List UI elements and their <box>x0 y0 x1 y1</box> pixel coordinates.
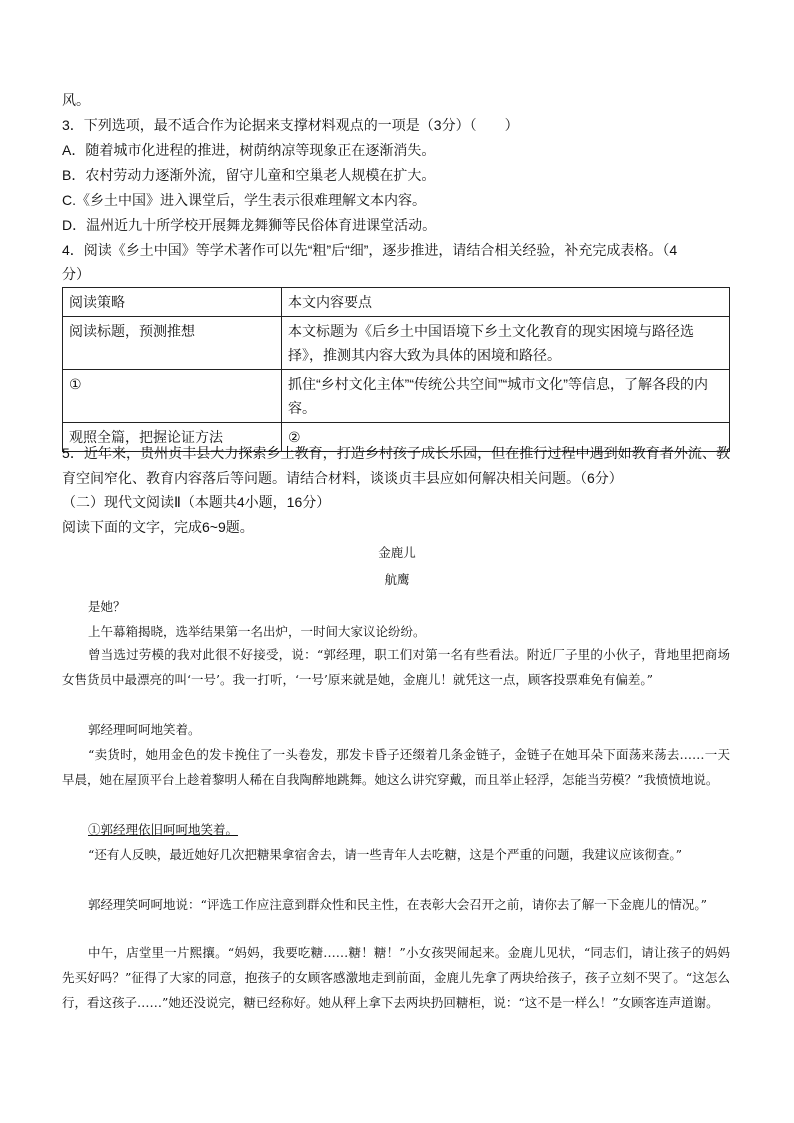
story-paragraph: “还有人反映，最近她好几次把糖果拿宿舍去，请一些青年人去吃糖，这是个严重的问题，我建议应该彻查。” <box>88 847 683 862</box>
table-cell: ② <box>282 423 730 452</box>
table-header-cell: 阅读策略 <box>63 288 282 317</box>
option-c: C.《乡土中国》进入课堂后，学生表示很难理解文本内容。 <box>62 192 426 208</box>
story-paragraph: 郭经理笑呵呵地说：“评选工作应注意到群众性和民主性，在表彰大会召开之前，请你去了解一下金鹿儿的情况。” <box>88 897 708 912</box>
question-5: 5．近年来，贵州贞丰县大力探索乡土教育，打造乡村孩子成长乐园，但在推行过程中遇到如教育者外流、教育空间窄化、教育内容落后等问题。请结合材料，谈谈贞丰县应如何解决相关问题。（6分） <box>62 445 730 486</box>
table-cell: 观照全篇，把握论证方法 <box>63 423 282 452</box>
table-cell: ① <box>63 370 282 423</box>
story-paragraph: 是她？ <box>88 599 126 614</box>
story-paragraph: 中午，店堂里一片熙攘。“妈妈，我要吃糖……糖！糖！”小女孩哭闹起来。金鹿儿见状，“同志们，请让孩子的妈妈先买好吗？”征得了大家的同意，抱孩子的女顾客感激地走到前面，金鹿儿先拿了两块给孩子，孩子立刻不哭了。“这怎么行，看这孩子……”她还没说完，糖已经称好。她从秤上拿下去两块扔回糖柜，说：“这不是一样么！”女顾客连声道谢。 <box>62 945 730 1010</box>
table-cell: 阅读标题，预测推想 <box>63 317 282 370</box>
story-author: 航鹰 <box>384 572 410 587</box>
option-b: B．农村劳动力逐渐外流，留守儿童和空巢老人规模在扩大。 <box>62 167 436 183</box>
text-line: 风。 <box>62 92 90 108</box>
table-header-cell: 本文内容要点 <box>282 288 730 317</box>
question-4-cont: 分） <box>62 266 90 282</box>
story-paragraph: 上午幕箱揭晓，选举结果第一名出炉，一时间大家议论纷纷。 <box>88 624 426 639</box>
reading-strategy-table <box>62 287 730 452</box>
option-a: A．随着城市化进程的推进，树荫纳凉等现象正在逐渐消失。 <box>62 142 436 158</box>
instruction-text: 阅读下面的文字，完成6~9题。 <box>62 519 254 535</box>
table-header-row <box>63 288 730 317</box>
question-3: 3．下列选项，最不适合作为论据来支撑材料观点的一项是（3分）（ ） <box>62 117 519 133</box>
story-paragraph: 曾当选过劳模的我对此很不好接受，说：“郭经理，职工们对第一名有些看法。附近厂子里的小伙子，背地里把商场女售货员中最漂亮的叫‘一号’。我一打听，‘一号’原来就是她，金鹿儿！就凭这一点，顾客投票难免有偏差。” <box>62 647 730 687</box>
story-paragraph: 郭经理呵呵地笑着。 <box>88 722 201 737</box>
table-row <box>63 317 730 370</box>
story-paragraph: “卖货时，她用金色的发卡挽住了一头卷发，那发卡昏子还缀着几条金链子，金链子在她耳朵下面荡来荡去……一天早晨，她在屋顶平台上趁着黎明人稀在自我陶醉地跳舞。她这么讲究穿戴，而且举止轻浮，怎能当劳模？”我愤愤地说。 <box>62 747 730 787</box>
story-paragraph <box>62 817 730 842</box>
question-4: 4．阅读《乡土中国》等学术著作可以先“粗”后“细”，逐步推进，请结合相关经验，补充完成表格。（4 <box>62 242 678 258</box>
option-d: D．温州近九十所学校开展舞龙舞狮等民俗体育进课堂活动。 <box>62 217 437 233</box>
section-heading: （二）现代文阅读Ⅱ（本题共4小题，16分） <box>62 494 331 510</box>
table-row <box>63 370 730 423</box>
table-cell: 抓住“乡村文化主体”“传统公共空间”“城市文化”等信息，了解各段的内容。 <box>282 370 730 423</box>
underlined-sentence: ①郭经理依旧呵呵地笑着。 <box>88 822 239 837</box>
story-title: 金鹿儿 <box>378 545 416 560</box>
table-cell: 本文标题为《后乡土中国语境下乡土文化教育的现实困境与路径选择》，推测其内容大致为具体的困境和路径。 <box>282 317 730 370</box>
